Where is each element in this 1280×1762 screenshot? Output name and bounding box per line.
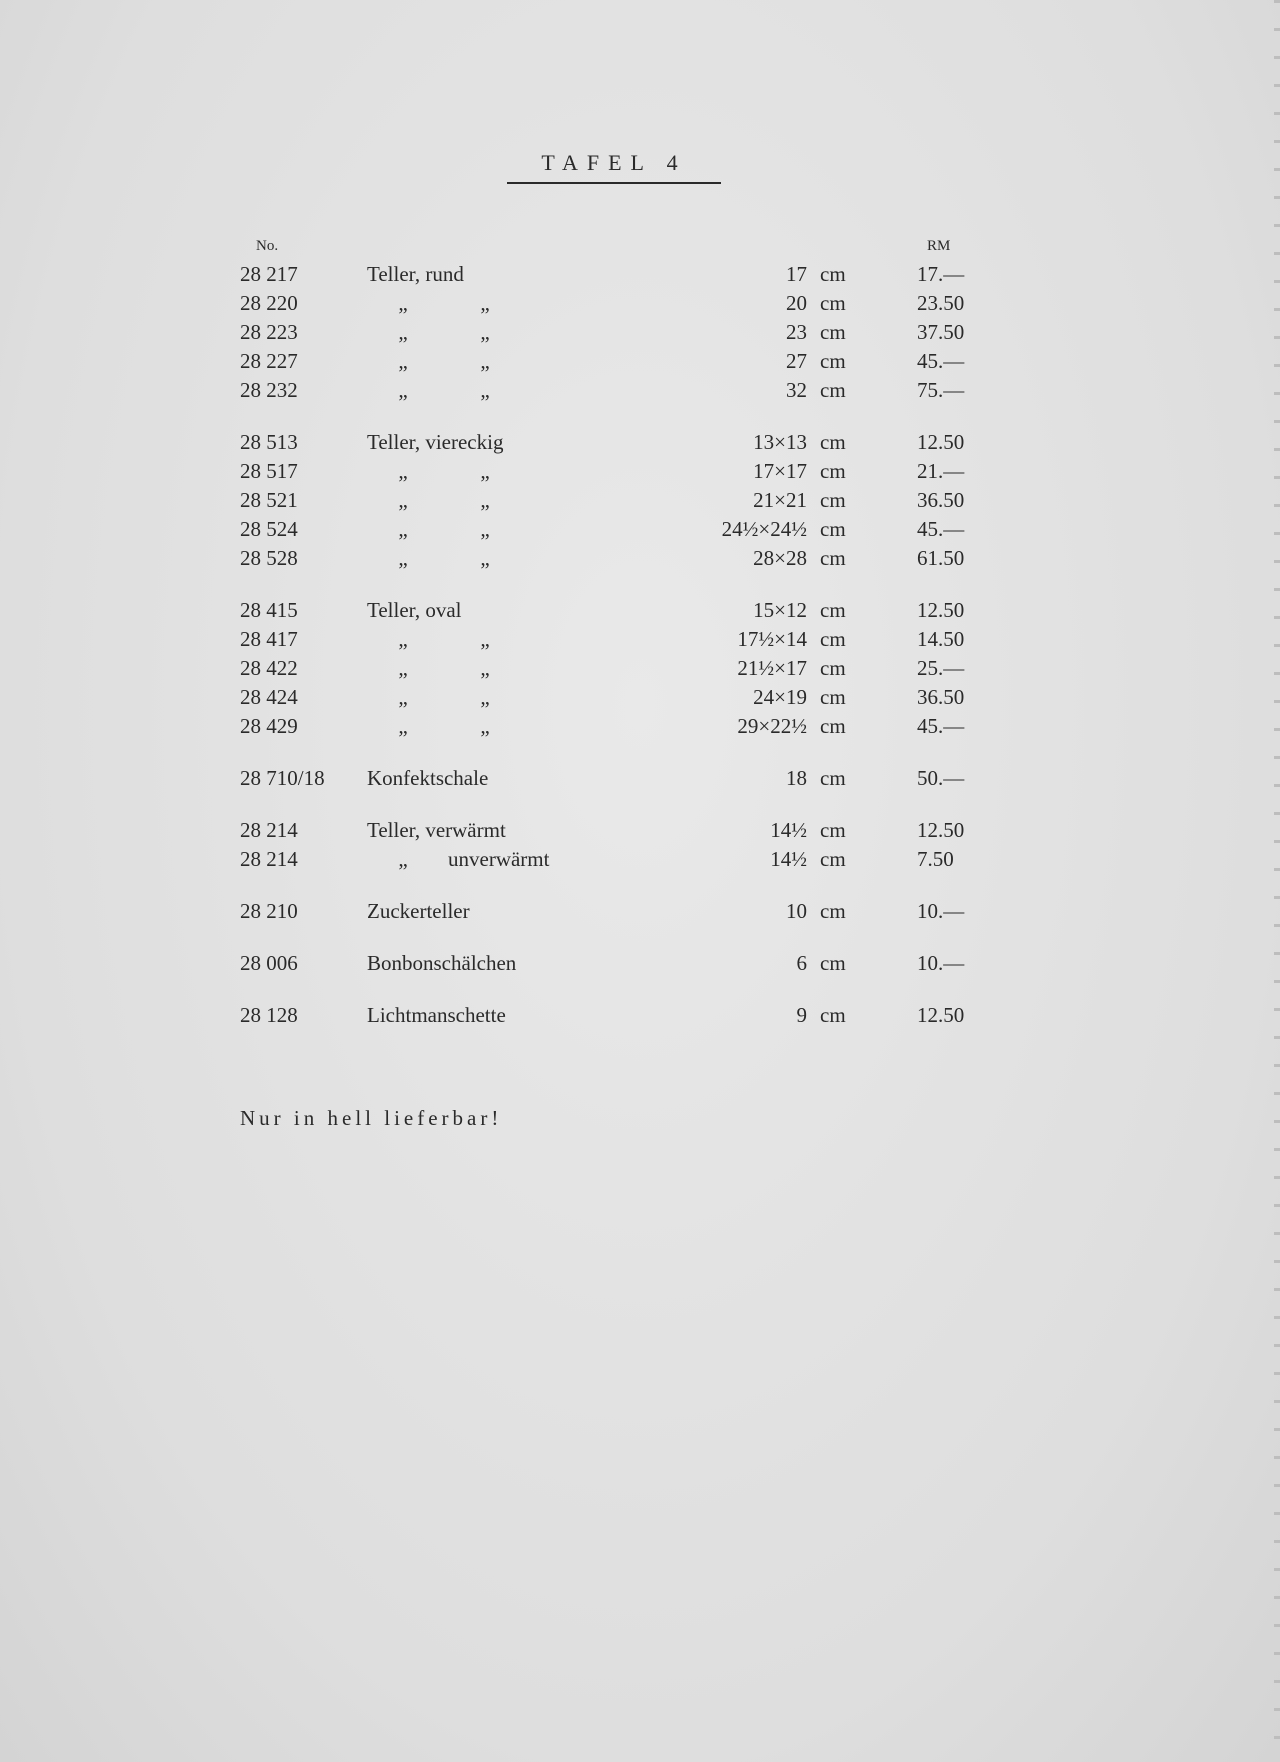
item-number: 28 417 [240, 627, 298, 651]
size-unit: cm [820, 598, 846, 622]
item-number: 28 128 [240, 1003, 298, 1027]
item-number: 28 220 [240, 291, 298, 315]
footnote: Nur in hell lieferbar! [240, 1106, 503, 1130]
item-price: 12.50 [917, 1003, 965, 1027]
item-price: 10.— [917, 899, 965, 923]
size-unit: cm [820, 685, 846, 709]
item-description: Teller, viereckig [367, 430, 504, 454]
table-row [0, 685, 1280, 713]
column-header-rm: RM [927, 238, 951, 254]
ditto-mark: „ [398, 488, 408, 512]
ditto-mark-second: „ [480, 378, 490, 402]
item-number: 28 214 [240, 818, 298, 842]
table-row [0, 517, 1280, 545]
ditto-mark: „ [398, 320, 408, 344]
ditto-mark: „ [398, 459, 408, 483]
item-number: 28 521 [240, 488, 298, 512]
item-size: 27 [786, 349, 807, 373]
table-row [0, 847, 1280, 875]
item-number: 28 524 [240, 517, 298, 541]
size-unit: cm [820, 262, 846, 286]
ditto-mark: „ [398, 349, 408, 373]
item-size: 24½×24½ [721, 517, 807, 541]
item-price: 17.— [917, 262, 965, 286]
item-description: Lichtmanschette [367, 1003, 506, 1027]
item-price: 45.— [917, 517, 965, 541]
item-size: 28×28 [753, 546, 807, 570]
table-row [0, 349, 1280, 377]
ditto-mark: „ [398, 291, 408, 315]
size-unit: cm [820, 291, 846, 315]
ditto-mark-second: „ [480, 291, 490, 315]
ditto-mark-second: „ [480, 349, 490, 373]
item-number: 28 517 [240, 459, 298, 483]
item-description: Zuckerteller [367, 899, 470, 923]
ditto-mark-second: unverwärmt [448, 847, 550, 871]
column-header-no: No. [256, 238, 279, 254]
table-row [0, 459, 1280, 487]
item-number: 28 513 [240, 430, 298, 454]
item-number: 28 424 [240, 685, 298, 709]
size-unit: cm [820, 847, 846, 871]
item-price: 12.50 [917, 430, 965, 454]
item-size: 15×12 [753, 598, 807, 622]
ditto-mark: „ [398, 847, 408, 871]
table-row [0, 320, 1280, 348]
table-row [0, 951, 1280, 979]
item-number: 28 006 [240, 951, 298, 975]
ditto-mark-second: „ [480, 546, 490, 570]
item-number: 28 528 [240, 546, 298, 570]
ditto-mark-second: „ [480, 517, 490, 541]
item-price: 10.— [917, 951, 965, 975]
item-price: 75.— [917, 378, 965, 402]
size-unit: cm [820, 459, 846, 483]
size-unit: cm [820, 349, 846, 373]
size-unit: cm [820, 627, 846, 651]
ditto-mark-second: „ [480, 488, 490, 512]
item-price: 14.50 [917, 627, 965, 651]
item-description: Konfektschale [367, 766, 489, 790]
item-price: 45.— [917, 714, 965, 738]
ditto-mark-second: „ [480, 459, 490, 483]
ditto-mark-second: „ [480, 627, 490, 651]
item-size: 29×22½ [737, 714, 807, 738]
item-price: 45.— [917, 349, 965, 373]
item-price: 50.— [917, 766, 965, 790]
table-row [0, 818, 1280, 846]
item-size: 9 [796, 1003, 807, 1027]
item-number: 28 429 [240, 714, 298, 738]
ditto-mark-second: „ [480, 714, 490, 738]
table-row [0, 262, 1280, 290]
page-title: TAFEL 4 [507, 150, 721, 184]
item-description: Bonbonschälchen [367, 951, 517, 975]
ditto-mark: „ [398, 656, 408, 680]
item-size: 6 [796, 951, 807, 975]
item-number: 28 422 [240, 656, 298, 680]
table-row [0, 766, 1280, 794]
size-unit: cm [820, 818, 846, 842]
size-unit: cm [820, 766, 846, 790]
item-size: 21½×17 [737, 656, 807, 680]
item-price: 21.— [917, 459, 965, 483]
item-number: 28 232 [240, 378, 298, 402]
table-row [0, 656, 1280, 684]
item-number: 28 210 [240, 899, 298, 923]
table-row [0, 714, 1280, 742]
item-size: 23 [786, 320, 807, 344]
item-size: 21×21 [753, 488, 807, 512]
ditto-mark: „ [398, 546, 408, 570]
ditto-mark-second: „ [480, 685, 490, 709]
item-price: 12.50 [917, 598, 965, 622]
item-size: 17 [786, 262, 807, 286]
item-description: Teller, oval [367, 598, 462, 622]
size-unit: cm [820, 546, 846, 570]
table-row [0, 1003, 1280, 1031]
item-price: 12.50 [917, 818, 965, 842]
table-row [0, 899, 1280, 927]
ditto-mark-second: „ [480, 656, 490, 680]
item-price: 23.50 [917, 291, 965, 315]
table-row [0, 378, 1280, 406]
item-number: 28 415 [240, 598, 298, 622]
size-unit: cm [820, 714, 846, 738]
size-unit: cm [820, 656, 846, 680]
item-description: Teller, rund [367, 262, 464, 286]
ditto-mark-second: „ [480, 320, 490, 344]
item-price: 7.50 [917, 847, 954, 871]
item-number: 28 223 [240, 320, 298, 344]
item-price: 37.50 [917, 320, 965, 344]
item-number: 28 217 [240, 262, 298, 286]
ditto-mark: „ [398, 517, 408, 541]
item-number: 28 227 [240, 349, 298, 373]
item-size: 24×19 [753, 685, 807, 709]
size-unit: cm [820, 488, 846, 512]
ditto-mark: „ [398, 685, 408, 709]
ditto-mark: „ [398, 378, 408, 402]
item-description: Teller, verwärmt [367, 818, 506, 842]
size-unit: cm [820, 320, 846, 344]
size-unit: cm [820, 378, 846, 402]
item-number: 28 710/18 [240, 766, 325, 790]
size-unit: cm [820, 517, 846, 541]
item-size: 18 [786, 766, 807, 790]
item-size: 17½×14 [737, 627, 807, 651]
ditto-mark: „ [398, 627, 408, 651]
item-price: 25.— [917, 656, 965, 680]
size-unit: cm [820, 430, 846, 454]
item-size: 20 [786, 291, 807, 315]
item-size: 14½ [770, 818, 807, 842]
size-unit: cm [820, 951, 846, 975]
item-size: 17×17 [753, 459, 807, 483]
page-edge [1274, 0, 1280, 1762]
table-row [0, 598, 1280, 626]
item-price: 36.50 [917, 488, 965, 512]
item-number: 28 214 [240, 847, 298, 871]
size-unit: cm [820, 899, 846, 923]
table-row [0, 291, 1280, 319]
ditto-mark: „ [398, 714, 408, 738]
table-row [0, 430, 1280, 458]
item-price: 61.50 [917, 546, 965, 570]
table-row [0, 488, 1280, 516]
item-size: 32 [786, 378, 807, 402]
size-unit: cm [820, 1003, 846, 1027]
item-size: 13×13 [753, 430, 807, 454]
item-price: 36.50 [917, 685, 965, 709]
table-row [0, 546, 1280, 574]
item-size: 10 [786, 899, 807, 923]
table-row [0, 627, 1280, 655]
item-size: 14½ [770, 847, 807, 871]
